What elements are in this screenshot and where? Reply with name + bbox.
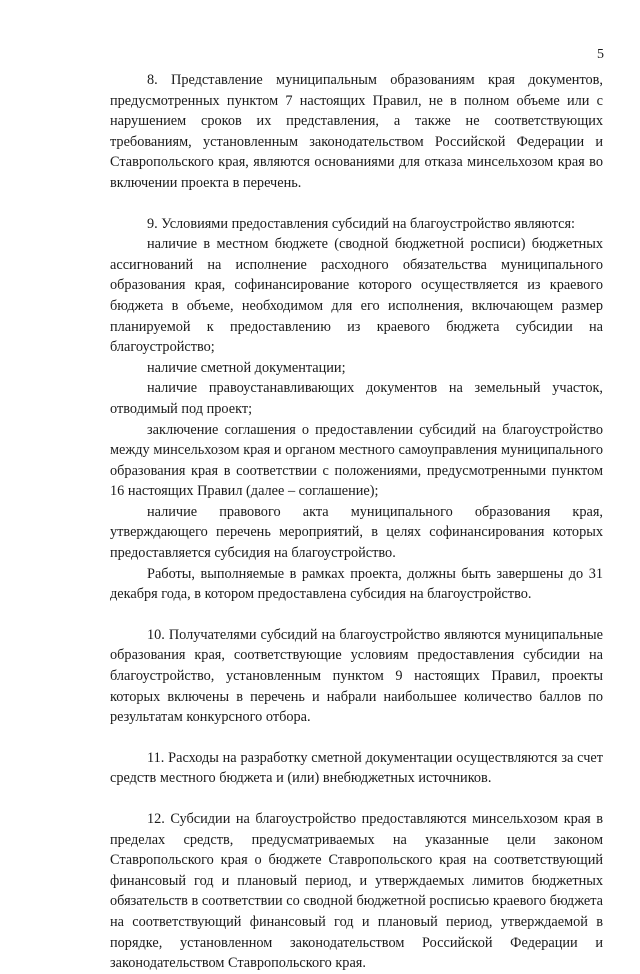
paragraph-9-condition-estimate: наличие сметной документации; (147, 359, 346, 376)
paragraph-9-condition-budget: наличие в местном бюджете (сводной бюджетной росписи) бюджетных ассигнований на исполнение расходного обязательства муниципального образования края, софинансирование которого осуществляется из краевого бюджета в объеме, необходимом для его исполнения, включающем размер планируемой к предоставлению из краевого бюджета субсидии на благоустройство; (110, 236, 603, 356)
paragraph-8: 8. Представление муниципальным образованиям края документов, предусмотренных пунктом 7 настоящих Правил, не в полном объеме или с нарушением сроков их представления, а также не соответствующих требованиям, установленным законодательством Российской Федерации и Ставропольского края, являются основаниями для отказа минсельхозом края во включении проекта в перечень. (110, 72, 603, 191)
paragraph-11: 11. Расходы на разработку сметной документации осуществляются за счет средств местного бюджета и (или) внебюджетных источников. (110, 749, 603, 787)
paragraph-10: 10. Получателями субсидий на благоустройство являются муниципальные образования края, соответствующие условиям предоставления субсидии на благоустройство, установленным пунктом 9 настоящих Правил, проекты которых включены в перечень и набрали наибольшее количество баллов по результатам конкурсного отбора. (110, 626, 603, 726)
paragraph-12: 12. Субсидии на благоустройство предоставляются минсельхозом края в пределах средств, предусматриваемых на указанные цели законом Ставропольского края о бюджете Ставропольского края на соответствующий финансовый год и плановый период, и утверждаемых лимитов бюджетных обязательств в соответствии со сводной бюджетной росписью краевого бюджета на соответствующий финансовый год и плановый период, утверждаемой в порядке, установленном законодательством Российской Федерации и законодательством Ставропольского края. (110, 811, 603, 972)
paragraph-9-condition-legal-act: наличие правового акта муниципального образования края, утверждающего перечень мероприятий, в целях софинансирования которых предоставляется субсидия на благоустройство. (110, 503, 603, 562)
document-body (110, 70, 603, 974)
paragraph-9-condition-land: наличие правоустанавливающих документов на земельный участок, отводимый под проект; (110, 380, 603, 417)
paragraph-9-condition-agreement: заключение соглашения о предоставлении субсидий на благоустройство между минсельхозом края и органом местного самоуправления муниципального образования края в соответствии с положениями, предусмотренными пунктом 16 настоящих Правил (далее – соглашение); (110, 421, 603, 500)
paragraph-9-works-deadline: Работы, выполняемые в рамках проекта, должны быть завершены до 31 декабря года, в котором предоставлена субсидия на благоустройство. (110, 565, 603, 603)
page-number: 5 (597, 47, 604, 62)
paragraph-9: 9. Условиями предоставления субсидий на благоустройство являются: (147, 215, 576, 232)
